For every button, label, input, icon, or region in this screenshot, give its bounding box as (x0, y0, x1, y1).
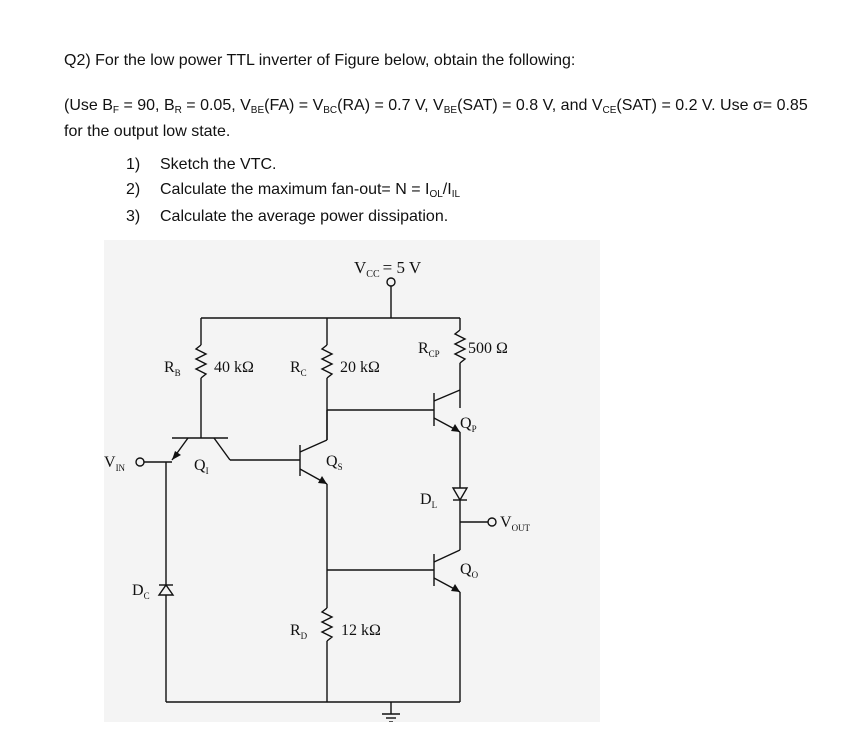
given-part-3: = 0.05, V (181, 97, 251, 114)
given-start: (Use B (64, 97, 113, 114)
task-text: Calculate the maximum fan-out= N = I (160, 181, 430, 198)
vcc-terminal (387, 278, 395, 286)
task-text: Calculate the average power dissipation. (160, 208, 449, 225)
rb-value: 40 kΩ (214, 359, 254, 376)
given-part-6: BC (323, 105, 338, 116)
qi-label: $Q_I$ (194, 457, 209, 476)
given-part-1: = 90, B (119, 97, 175, 114)
given-part-7: (RA) = 0.7 V, V (337, 97, 444, 114)
vin-label: $V_{IN}$ (104, 454, 126, 473)
given-parameters (64, 94, 824, 144)
qp-label: $Q_P$ (460, 415, 477, 434)
dc-diode (159, 585, 173, 595)
rcp-value: 500 Ω (468, 340, 508, 357)
given-part-11: (SAT) = 0.2 V. Use σ= 0.85 (616, 97, 808, 114)
rd-resistor (322, 608, 332, 641)
given-part-10: CE (602, 105, 617, 116)
task-sub-il: IL (451, 189, 461, 200)
rc-label: $R_C$ (290, 359, 307, 378)
dl-label: $D_L$ (420, 491, 438, 510)
given-part-4: BE (250, 105, 265, 116)
vout-terminal (488, 518, 496, 526)
vin-terminal (136, 458, 144, 466)
given-part-0: F (112, 105, 120, 116)
qi-emitter-arrow (172, 451, 181, 460)
rcp-label: $R_{CP}$ (418, 340, 440, 359)
task-item-2 (126, 177, 460, 204)
given-part-9: (SAT) = 0.8 V, and V (457, 97, 603, 114)
qs-label: $Q_S$ (326, 453, 343, 472)
task-sub-ol: OL (429, 189, 443, 200)
given-line-2: for the output low state. (64, 123, 231, 140)
rd-value: 12 kΩ (341, 622, 381, 639)
qs-collector (300, 440, 327, 452)
task-number: 1) (126, 156, 141, 173)
given-part-5: (FA) = V (264, 97, 324, 114)
task-item-3 (126, 204, 460, 229)
rd-label: $R_D$ (290, 622, 308, 641)
rcp-resistor (455, 330, 465, 363)
task-item-1 (126, 152, 460, 177)
qo-label: $Q_O$ (460, 561, 479, 580)
given-part-8: BE (443, 105, 458, 116)
rb-resistor (196, 345, 206, 378)
vcc-label: $V_{CC} = 5$ V (354, 258, 422, 280)
task-number: 3) (126, 208, 141, 225)
dl-diode (453, 488, 467, 500)
ttl-inverter-figure (104, 240, 600, 722)
rc-resistor (322, 345, 332, 378)
qi-collector (214, 438, 230, 460)
rc-value: 20 kΩ (340, 359, 380, 376)
vout-label: $V_{OUT}$ (500, 514, 531, 533)
given-line-1 (64, 94, 824, 120)
qp-collector (434, 390, 460, 401)
given-part-2: R (174, 105, 182, 116)
dc-label: $D_C$ (132, 582, 150, 601)
qo-collector (434, 550, 460, 562)
task-number: 2) (126, 181, 141, 198)
question-title: Q2) For the low power TTL inverter of Figure below, obtain the following: (64, 52, 576, 69)
task-list (126, 152, 460, 229)
circuit-schematic (104, 240, 600, 722)
task-text-mid: /I (442, 181, 452, 198)
task-text: Sketch the VTC. (160, 156, 277, 173)
rb-label: $R_B$ (164, 359, 181, 378)
